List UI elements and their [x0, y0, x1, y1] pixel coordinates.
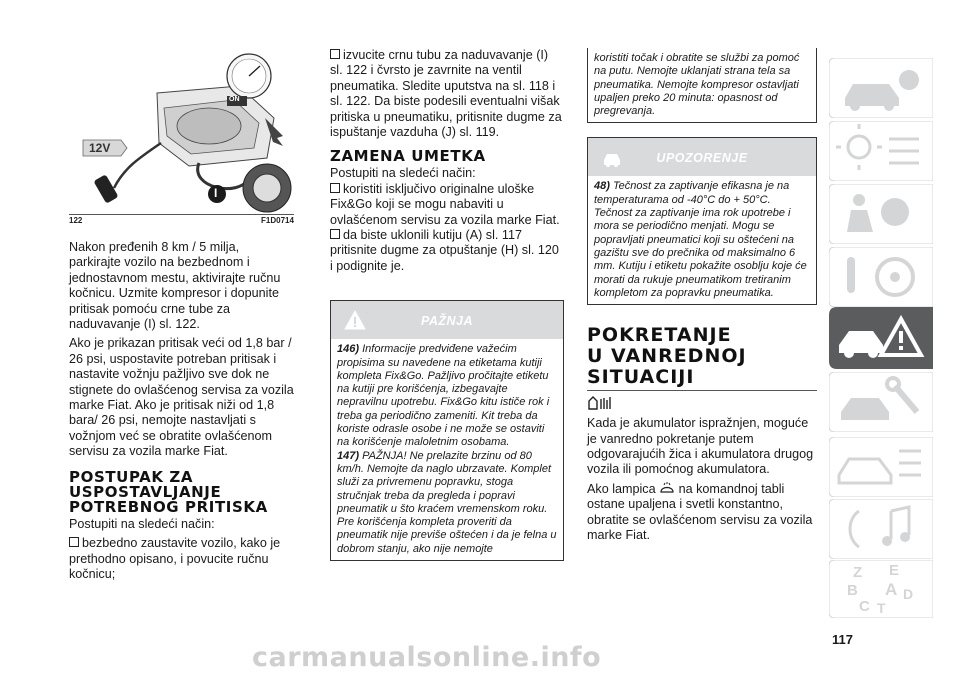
car-info-icon — [829, 58, 933, 118]
list-item: izvucite crnu tubu za naduvavanje (I) sl. 122 i čvrsto je zavrnite na ventil pneumatika. Sledite uputstva na sl. 118 i sl. 122. Da biste podesili eventualni višak pritiska u pneumatiku, pritisnite dugme za ispuštanje vazduha (J) sl. 119. — [330, 48, 562, 140]
paragraph: Nakon pređenih 8 km / 5 milja, parkirajte vozilo na bezbednom i jednostavnom mestu, aktivirajte ručnu kočnicu. Uzmite kompresor i dopunite pritisak pomoću crne tube za naduvavanje (I) sl. 122. — [69, 240, 281, 332]
figure-label-on: ON — [229, 96, 240, 103]
figure-number: 122 — [69, 216, 83, 225]
car-technical-icon — [829, 437, 933, 497]
warning-header — [331, 301, 563, 339]
glow-plug-warning-icon — [659, 482, 675, 494]
figure-label-i: I — [214, 186, 218, 200]
index-letter: B — [847, 582, 858, 599]
airbag-icon — [829, 184, 933, 244]
index-letter: T — [877, 600, 886, 616]
sidebar-tab-starting[interactable] — [829, 247, 933, 307]
index-letter: E — [889, 562, 900, 579]
figure-code: F1D0714 — [261, 216, 294, 225]
sidebar-tab-car-info[interactable] — [829, 58, 933, 118]
paragraph: Ako je prikazan pritisak veći od 1,8 bar / 26 psi, uspostavite potreban pritisak i nastavite vožnju pažljivo sve dok ne stignete do ovlašćenog servisa za vozila marke Fiat. Ako je pritisak niži od 1,8 bara/ 26 psi, nemojte nastavljati s vožnjom već se obratite ovlašćenom servisu za vozila marke Fiat. — [69, 336, 294, 459]
warning-box — [330, 300, 564, 561]
caution-title: UPOZORENJE — [656, 151, 748, 166]
sidebar-tab-technical[interactable] — [829, 437, 933, 497]
section-heading: ZAMENA UMETKA — [330, 147, 486, 166]
column-3 — [587, 48, 817, 547]
index-letter: C — [859, 598, 870, 615]
heading-rule — [587, 390, 817, 391]
bullet-box-icon — [330, 229, 340, 239]
paragraph: Kada je akumulator ispražnjen, moguće je vanredno pokretanje putem odgovarajućih žica i akumulatora drugog vozila ili pomoćnog akumulatora. — [587, 416, 814, 477]
paragraph: Postupiti na sledeći način: — [69, 516, 215, 531]
sidebar-tab-dashboard[interactable] — [829, 121, 933, 181]
emergency-warning-icon — [829, 307, 933, 369]
compressor-illustration-icon — [69, 48, 294, 213]
wrench-car-icon — [829, 372, 933, 432]
bullet-box-icon — [330, 49, 340, 59]
warning-text: 146) Informacije predviđene važećim propisima su navedene na etiketama kutiji kompleta Fix&Go. Pažljivo pročitajte etiketu na kutiji pre korišćenja, izbegavajte nepravilnu upotrebu. Fix&Go kitu ističe rok i treba ga periodično zameniti. Kit treba da koriste odrasle osobe i ne može se ostaviti na korišćenje maloletnim osobama. 147) PAŽNJA! Ne prelazite brzinu od 80 km/h. Nemojte da naglo ubrzavate. Komplet služi za privremenu popravku, stoga stručnjak treba da pregleda i popravi pneumatik u što kraćem vremenskom roku. Pre korišćenja kompleta proveriti da pneumatik nije previše oštećen i da je felna u dobrom stanju, ako nije nemojte — [337, 343, 557, 555]
bullet-box-icon — [330, 183, 340, 193]
list-item: koristiti isključivo originalne uloške Fix&Go koji se mogu nabaviti u ovlašćenom servisu za vozila marke Fiat. — [330, 181, 560, 227]
compressor-figure — [69, 48, 294, 213]
chapter-heading: POKRETANJE U VANREDNOJ SITUACIJI — [587, 324, 747, 389]
sidebar-tab-multimedia[interactable] — [829, 499, 933, 559]
column-1 — [69, 240, 294, 582]
bullet-box-icon — [69, 537, 79, 547]
list-item: bezbedno zaustavite vozilo, kako je prethodno opisano, i povucite ručnu kočnicu; — [69, 536, 281, 581]
index-letter: Z — [853, 564, 863, 581]
paragraph: Ako lampica na komandnoj tabli ostane upaljena i svetli konstantno, obratite se ovlašćenom servisu za vozila marke Fiat. — [587, 481, 813, 542]
caution-box — [587, 137, 817, 305]
column-2 — [330, 48, 564, 561]
sidebar-tab-index[interactable] — [829, 560, 933, 618]
jump-start-icon — [587, 395, 613, 411]
sidebar-tab-safety[interactable] — [829, 184, 933, 244]
figure-rule — [69, 214, 294, 215]
steering-wheel-icon — [829, 247, 933, 307]
watermark: carmanualsonline.info — [252, 642, 602, 673]
sun-dashboard-icon — [829, 121, 933, 181]
list-item: da biste uklonili kutiju (A) sl. 117 pritisnite dugme za otpuštanje (H) sl. 120 i podignite je. — [330, 228, 559, 273]
sidebar-tab-emergency[interactable] — [829, 307, 933, 367]
caution-text: 48) Tečnost za zaptivanje efikasna je na temperaturama od -40°C do + 50°C. Tečnost za zaptivanje ima rok upotrebe i mora se periodično menjati. Mogu se popravljati pneumatici koji su oštećeni na gazištu sve do prečnika od maksimalno 6 mm. Kutiju i etiketu pokažite osoblju koje će morati da rukuje pneumatikom tretiranim kompletom za popravku pneumatika. — [594, 180, 807, 299]
sidebar-tab-maintenance[interactable] — [829, 372, 933, 432]
index-letter: D — [903, 586, 914, 602]
warning-text: koristiti točak i obratite se službi za pomoć na putu. Nemojte uklanjati strana tela sa pneumatika. Nemojte kompresor ostavljati upaljen preko 20 minuta: opasnost od pregrevanja. — [594, 52, 800, 118]
warning-title: PAŽNJA — [420, 314, 474, 329]
page-number: 117 — [832, 632, 853, 647]
figure-label-12v: 12V — [89, 141, 111, 155]
warning-continuation — [587, 48, 817, 123]
section-heading: POSTUPAK ZA USPOSTAVLJANJE POTREBNOG PRITISKA — [69, 467, 268, 516]
music-note-icon — [829, 499, 933, 559]
index-letter: A — [885, 580, 898, 599]
caution-header — [588, 138, 816, 176]
paragraph: Postupiti na sledeći način: — [330, 166, 476, 181]
